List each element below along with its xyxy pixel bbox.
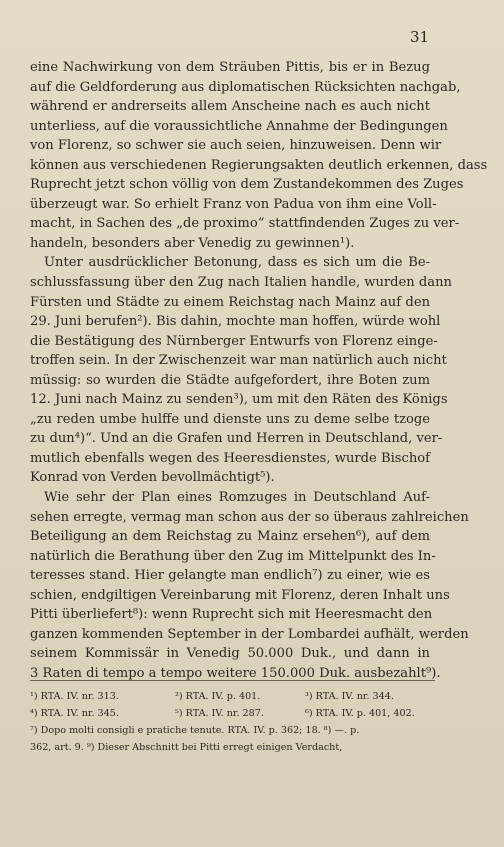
footnote: ⁷) Dopo molti consigli e pratiche tenute. RTA. IV. p. 362; 18. ⁸) —. p. [30, 725, 360, 736]
text-line: Ruprecht jetzt schon völlig von dem Zustandekommen des Zuges [30, 177, 464, 193]
text-line: teresses stand. Hier gelangte man endlich⁷) zu einer, wie es [30, 568, 430, 584]
text-line: Konrad von Verden bevollmächtigt⁵). [30, 470, 275, 486]
footnote: ⁴) RTA. IV. nr. 345. [30, 708, 119, 719]
text-line: Beteiligung an dem Reichstag zu Mainz ersehen⁶), auf dem [30, 529, 430, 545]
footnote-line [30, 688, 435, 705]
page-number: 31 [410, 28, 430, 46]
paragraph [30, 253, 452, 488]
text-line: „zu reden umbe hulffe und dienste uns zu deme selbe tzoge [30, 411, 430, 427]
body-text [30, 58, 488, 684]
text-line: können aus verschiedenen Regierungsakten deutlich erkennen, dass [30, 157, 488, 173]
footnote: ²) RTA. IV. p. 401. [175, 691, 261, 702]
paragraph [30, 488, 469, 683]
text-line: natürlich die Berathung über den Zug im Mittelpunkt des In- [30, 548, 436, 564]
text-line: sehen erregte, vermag man schon aus der so überaus zahlreichen [30, 509, 469, 525]
text-line: zu dun⁴)“. Und an die Grafen und Herren in Deutschland, ver- [30, 431, 443, 447]
text-line: eine Nachwirkung von dem Sträuben Pittis, bis er in Bezug [30, 60, 430, 75]
text-line: seinem Kommissär in Venedig 50.000 Duk., und dann in [30, 646, 430, 662]
text-line: macht, in Sachen des „de proximo“ stattfindenden Zuges zu ver- [30, 216, 460, 232]
text-line: Unter ausdrücklicher Betonung, dass es sich um die Be- [44, 255, 430, 271]
text-line: Fürsten und Städte zu einem Reichstag nach Mainz auf den [30, 294, 430, 310]
text-line: während er andrerseits allem Anscheine nach es auch nicht [30, 99, 430, 115]
footnote: 362, art. 9. ⁹) Dieser Abschnitt bei Pitti erregt einigen Verdacht, [30, 742, 343, 753]
footnote: ⁶) RTA. IV. p. 401, 402. [305, 708, 415, 719]
text-line: Wie sehr der Plan eines Romzuges in Deutschland Auf- [44, 490, 430, 506]
text-line: von Florenz, so schwer sie auch seien, hinzuweisen. Denn wir [30, 138, 442, 154]
footnote: ³) RTA. IV. nr. 344. [305, 691, 394, 702]
text-line: Pitti überliefert⁸): wenn Ruprecht sich mit Heeresmacht den [30, 607, 433, 623]
text-line: 3 Raten di tempo a tempo weitere 150.000 Duk. ausbezahlt⁹). [30, 665, 441, 681]
text-line: 12. Juni nach Mainz zu senden³), um mit den Räten des Königs [30, 392, 448, 408]
footnote-line [30, 705, 435, 722]
text-line: die Bestätigung des Nürnberger Entwurfs von Florenz einge- [30, 333, 438, 349]
footnote: ¹) RTA. IV. nr. 313. [30, 691, 119, 702]
text-line: schien, endgiltigen Vereinbarung mit Florenz, deren Inhalt uns [30, 587, 450, 603]
text-line: überzeugt war. So erhielt Franz von Padua von ihm eine Voll- [30, 196, 437, 212]
text-line: auf die Geldforderung aus diplomatischen Rücksichten nachgab, [30, 79, 461, 95]
paragraph [30, 58, 488, 253]
text-line: 29. Juni berufen²). Bis dahin, mochte man hoffen, würde wohl [30, 314, 441, 330]
text-line: müssig: so wurden die Städte aufgefordert, ihre Boten zum [30, 372, 430, 388]
text-line: mutlich ebenfalls wegen des Heeresdienstes, wurde Bischof [30, 450, 430, 466]
text-line: handeln, besonders aber Venedig zu gewinnen¹). [30, 235, 355, 251]
footnote-line [30, 739, 435, 756]
text-line: ganzen kommenden September in der Lombardei aufhält, werden [30, 626, 469, 642]
footnote: ⁵) RTA. IV. nr. 287. [175, 708, 264, 719]
text-line: unterliess, auf die voraussichtliche Annahme der Bedingungen [30, 118, 448, 134]
footnote-line [30, 722, 435, 739]
footnotes [30, 688, 435, 756]
text-line: troffen sein. In der Zwischenzeit war man natürlich auch nicht [30, 353, 447, 369]
text-line: schlussfassung über den Zug nach Italien handle, wurden dann [30, 275, 452, 291]
footnote-divider [30, 680, 435, 681]
